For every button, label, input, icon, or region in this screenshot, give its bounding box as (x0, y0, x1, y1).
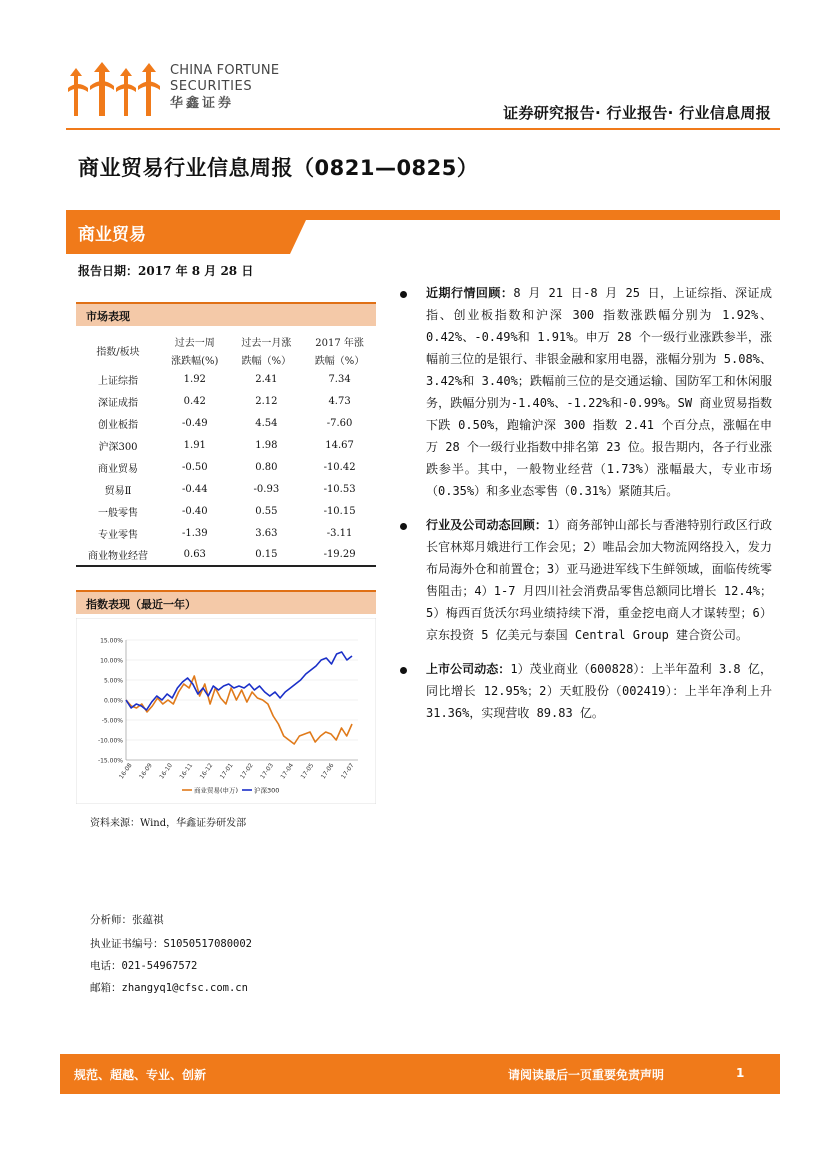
company-name-cn: 华鑫证券 (170, 96, 235, 111)
summary-industry-news (398, 514, 772, 646)
summary-text: 1）茂业商业（600828）：上半年盈利 3.8 亿，同比增长 12.95%；2）天虹股份（002419）：上半年净利上升 31.36%，实现营收 89.83 亿。 (426, 662, 772, 720)
row-month: -0.93 (253, 483, 280, 495)
table-row (76, 390, 376, 412)
summary-column (398, 282, 772, 736)
row-week: -1.39 (181, 527, 208, 539)
market-section-title: 市场表现 (86, 310, 130, 323)
col-header-week: 过去一周 (174, 337, 215, 349)
page-number: 1 (736, 1066, 745, 1080)
x-tick-label: 17-04 (279, 762, 296, 781)
row-year: 7.34 (328, 373, 351, 385)
summary-company-news (398, 658, 772, 724)
col-header-week-unit: 涨跌幅(%) (171, 355, 219, 367)
summary-text: 1）商务部钟山部长与香港特别行政区行政长官林郑月娥进行工作会见；2）唯品会加大物流网络投入，发力布局海外仓和前置仓；3）亚马逊进军线下生鲜领域，面临传统零售阻击；4）1-7 月四川社会消费品零售总额同比增长 12.4%；5）梅西百货沃尔玛业绩持续下滑，重金挖电商人才谋转型；6）京东投资 5 亿美元与泰国 Central Group 建合资公司。 (426, 518, 772, 642)
legend-label: 商业贸易(申万) (194, 786, 239, 795)
y-tick-label: 5.00% (103, 677, 123, 685)
page-footer (60, 1054, 780, 1094)
row-week: -0.44 (181, 483, 208, 495)
footer-slogan: 规范、超越、专业、创新 (74, 1068, 207, 1082)
row-year: -10.53 (323, 483, 356, 495)
bullet-icon (400, 291, 407, 298)
index-chart-title: 指数表现（最近一年） (86, 598, 196, 611)
index-chart-header (76, 590, 376, 614)
report-category: 证券研究报告· 行业报告· 行业信息周报 (503, 104, 771, 122)
y-tick-label: 15.00% (100, 637, 123, 645)
row-month: 2.12 (255, 395, 278, 407)
row-month: 1.98 (255, 439, 278, 451)
row-month: 4.54 (255, 417, 278, 429)
summary-label: 上市公司动态： (426, 662, 511, 676)
row-year: 14.67 (325, 439, 354, 451)
row-month: 0.80 (255, 461, 278, 473)
analyst-cert: 执业证书编号：S1050517080002 (90, 938, 253, 950)
company-name (170, 62, 279, 113)
y-tick-label: 0.00% (103, 697, 123, 705)
table-row (76, 500, 376, 522)
table-header-row (76, 332, 376, 350)
x-tick-label: 16-10 (158, 762, 175, 781)
row-name: 专业零售 (98, 529, 138, 541)
company-name-en-1: CHINA FORTUNE (170, 63, 280, 78)
row-name: 贸易Ⅱ (104, 485, 132, 497)
x-tick-label: 16-11 (178, 762, 195, 781)
row-week: 0.42 (183, 395, 206, 407)
row-week: 0.63 (160, 544, 230, 566)
row-year: -7.60 (326, 417, 353, 429)
x-tick-label: 16-08 (117, 762, 134, 781)
row-week: 1.92 (183, 373, 206, 385)
table-row (76, 544, 376, 566)
y-tick-label: -10.00% (97, 737, 123, 745)
summary-text: 8 月 21 日-8 月 25 日，上证综指、深证成指、创业板指数和沪深 300 指数涨跌幅分别为 1.92%、0.42%、-0.49%和 1.91%。申万 28 个一级行业涨跌参半，涨幅前三位的是银行、非银金融和家用电器，涨幅分别为 5.08%、3.42%和 3.40%；跌幅前三位的是交通运输、国防军工和休闲服务，跌幅分别为-1.40%、-1.22%和-0.99%。SW 商业贸易指数下跌 0.50%，跑输沪深 300 指数 2.41 个百分点，涨幅在申万 28 个一级行业指数中排名第 23 位。报告期内，各子行业涨跌参半。其中，一般物业经营（1.73%）涨幅最大，专业市场（0.35%）和多业态零售（0.31%）紧随其后。 (426, 286, 772, 498)
row-year: -10.15 (323, 505, 356, 517)
row-name: 创业板指 (98, 419, 138, 431)
col-header-month: 过去一月涨 (241, 337, 292, 349)
industry-banner (66, 210, 780, 254)
row-year: 4.73 (328, 395, 351, 407)
table-row (76, 522, 376, 544)
summary-market-review (398, 282, 772, 502)
report-title: 商业贸易行业信息周报（0821—0825） (78, 156, 479, 180)
row-name: 商业贸易 (98, 463, 138, 475)
row-name: 沪深300 (98, 441, 138, 453)
x-tick-label: 17-07 (339, 762, 356, 781)
row-week: -0.49 (181, 417, 208, 429)
x-tick-label: 16-12 (198, 762, 215, 781)
row-month: 3.63 (255, 527, 278, 539)
row-month: 0.55 (255, 505, 278, 517)
table-row (76, 456, 376, 478)
col-header-year-unit: 跌幅（%） (314, 355, 365, 367)
x-tick-label: 17-05 (299, 762, 316, 781)
legend-label: 沪深300 (254, 786, 280, 795)
data-source: 资料来源：Wind，华鑫证券研发部 (90, 818, 247, 829)
col-header-year: 2017 年涨 (315, 337, 364, 349)
x-tick-label: 17-03 (259, 762, 275, 781)
x-tick-label: 16-09 (138, 762, 154, 781)
bullet-icon (400, 523, 407, 530)
row-week: -0.50 (181, 461, 208, 473)
y-tick-label: 10.00% (100, 657, 123, 665)
row-month: 2.41 (255, 373, 278, 385)
market-table (76, 332, 376, 567)
x-tick-label: 17-06 (319, 762, 336, 781)
company-logo (66, 58, 160, 120)
row-year: -3.11 (326, 527, 353, 539)
col-header-name: 指数/板块 (96, 346, 140, 358)
analyst-email: 邮箱：zhangyq1@cfsc.com.cn (90, 982, 248, 994)
row-month: 0.15 (230, 544, 304, 566)
row-name: 深证成指 (98, 397, 138, 409)
header-divider (66, 128, 780, 130)
table-row (76, 434, 376, 456)
x-tick-label: 17-01 (218, 762, 235, 781)
col-header-month-unit: 跌幅（%） (241, 355, 292, 367)
row-name: 上证综指 (98, 375, 138, 387)
table-row (76, 478, 376, 500)
row-year: -10.42 (323, 461, 356, 473)
table-row (76, 368, 376, 390)
footer-disclaimer: 请阅读最后一页重要免责声明 (508, 1068, 665, 1082)
index-line-chart (76, 618, 376, 804)
x-tick-label: 17-02 (238, 762, 255, 781)
bullet-icon (400, 667, 407, 674)
y-tick-label: -15.00% (97, 757, 123, 765)
company-name-en-2: SECURITIES (170, 79, 253, 94)
market-section-header (76, 302, 376, 326)
analyst-phone: 电话：021-54967572 (90, 960, 198, 972)
row-name: 一般零售 (98, 507, 138, 519)
industry-label: 商业贸易 (78, 225, 146, 245)
row-week: 1.91 (183, 439, 206, 451)
report-date: 报告日期：2017 年 8 月 28 日 (78, 264, 254, 278)
row-week: -0.40 (181, 505, 208, 517)
row-year: -19.29 (303, 544, 376, 566)
analyst-name: 分析师：张蕴祺 (90, 914, 164, 926)
summary-label: 近期行情回顾： (426, 286, 514, 300)
y-tick-label: -5.00% (101, 717, 123, 725)
table-row (76, 412, 376, 434)
summary-label: 行业及公司动态回顾： (426, 518, 547, 532)
row-name: 商业物业经营 (76, 544, 160, 566)
